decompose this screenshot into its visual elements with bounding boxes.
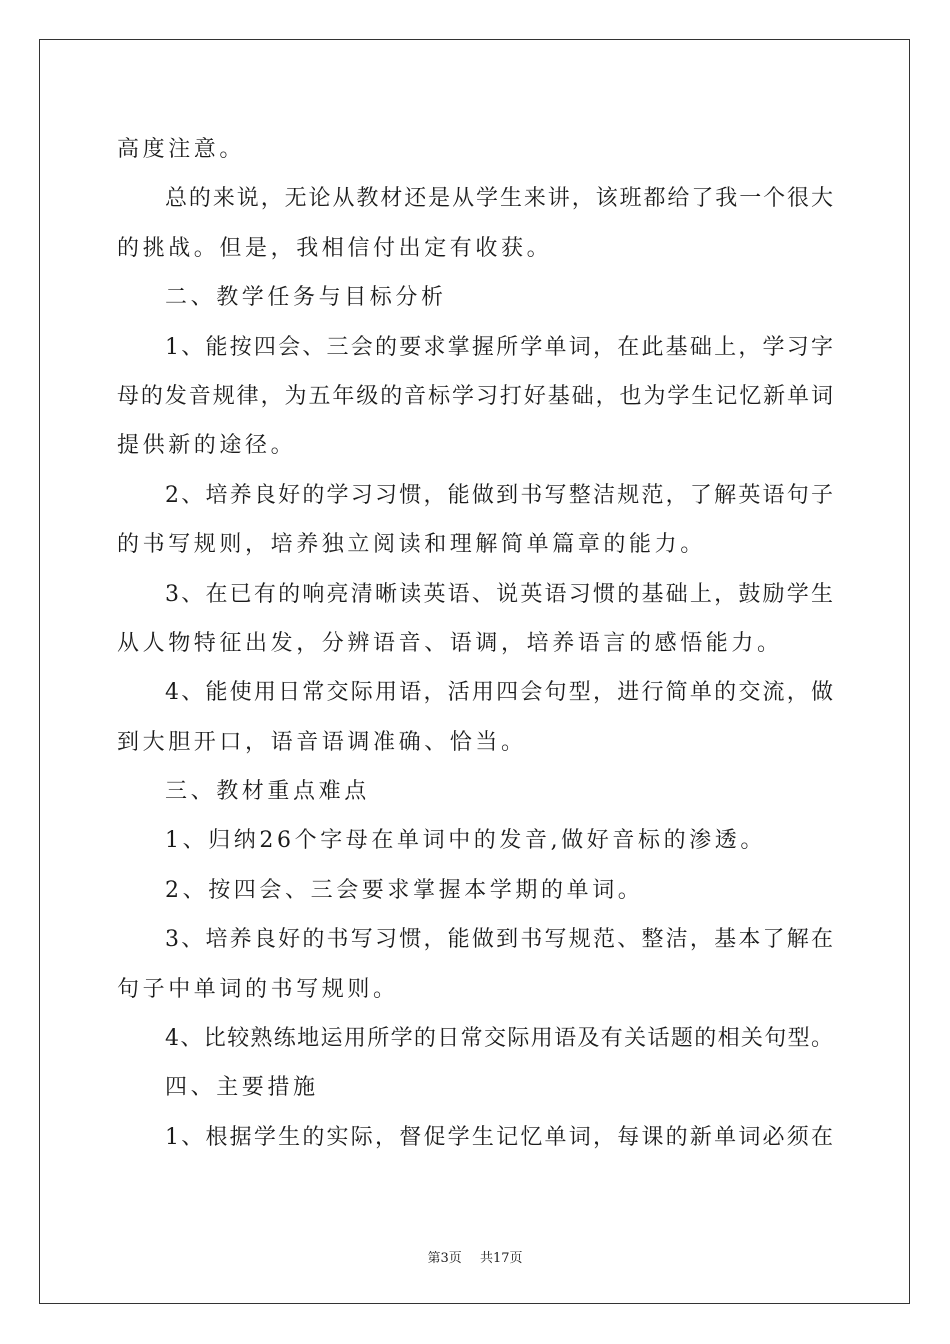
- text-line: 母的发音规律，为五年级的音标学习打好基础，也为学生记忆新单词: [117, 383, 833, 409]
- paragraph-line: 1、根据学生的实际，督促学生记忆单词，每课的新单词必须在: [165, 1124, 833, 1150]
- page-number: 第3页: [427, 1251, 462, 1266]
- text-line: 提供新的途径。: [117, 433, 297, 459]
- section-heading: 四、主要措施: [165, 1075, 319, 1101]
- paragraph-line: 3、培养良好的书写习惯，能做到书写规范、整洁，基本了解在: [165, 927, 833, 953]
- text-line: 的挑战。但是，我相信付出定有收获。: [117, 235, 553, 261]
- paragraph-line: 2、按四会、三会要求掌握本学期的单词。: [165, 877, 644, 903]
- paragraph-line: 1、归纳26个字母在单词中的发音,做好音标的渗透。: [165, 828, 766, 854]
- page-footer: [0, 1247, 950, 1266]
- document-body: [117, 125, 833, 1162]
- text-line: 到大胆开口，语音语调准确、恰当。: [117, 729, 527, 755]
- paragraph-line: 3、在已有的响亮清晰读英语、说英语习惯的基础上，鼓励学生: [165, 581, 833, 607]
- section-heading: 三、教材重点难点: [165, 779, 370, 805]
- paragraph-line: 4、比较熟练地运用所学的日常交际用语及有关话题的相关句型。: [165, 1026, 833, 1052]
- page-total: 共17页: [479, 1251, 523, 1266]
- text-line: 句子中单词的书写规则。: [117, 976, 399, 1002]
- paragraph-line: 总的来说，无论从教材还是从学生来讲，该班都给了我一个很大: [165, 186, 833, 212]
- paragraph-line: 4、能使用日常交际用语，活用四会句型，进行简单的交流，做: [165, 680, 833, 706]
- section-heading: 二、教学任务与目标分析: [165, 285, 447, 311]
- text-line: 高度注意。: [117, 137, 246, 162]
- paragraph-line: 2、培养良好的学习习惯，能做到书写整洁规范，了解英语句子: [165, 482, 833, 508]
- text-line: 从人物特征出发，分辨语音、语调，培养语言的感悟能力。: [117, 630, 783, 656]
- paragraph-line: 1、能按四会、三会的要求掌握所学单词，在此基础上，学习字: [165, 334, 833, 360]
- text-line: 的书写规则，培养独立阅读和理解简单篇章的能力。: [117, 532, 706, 558]
